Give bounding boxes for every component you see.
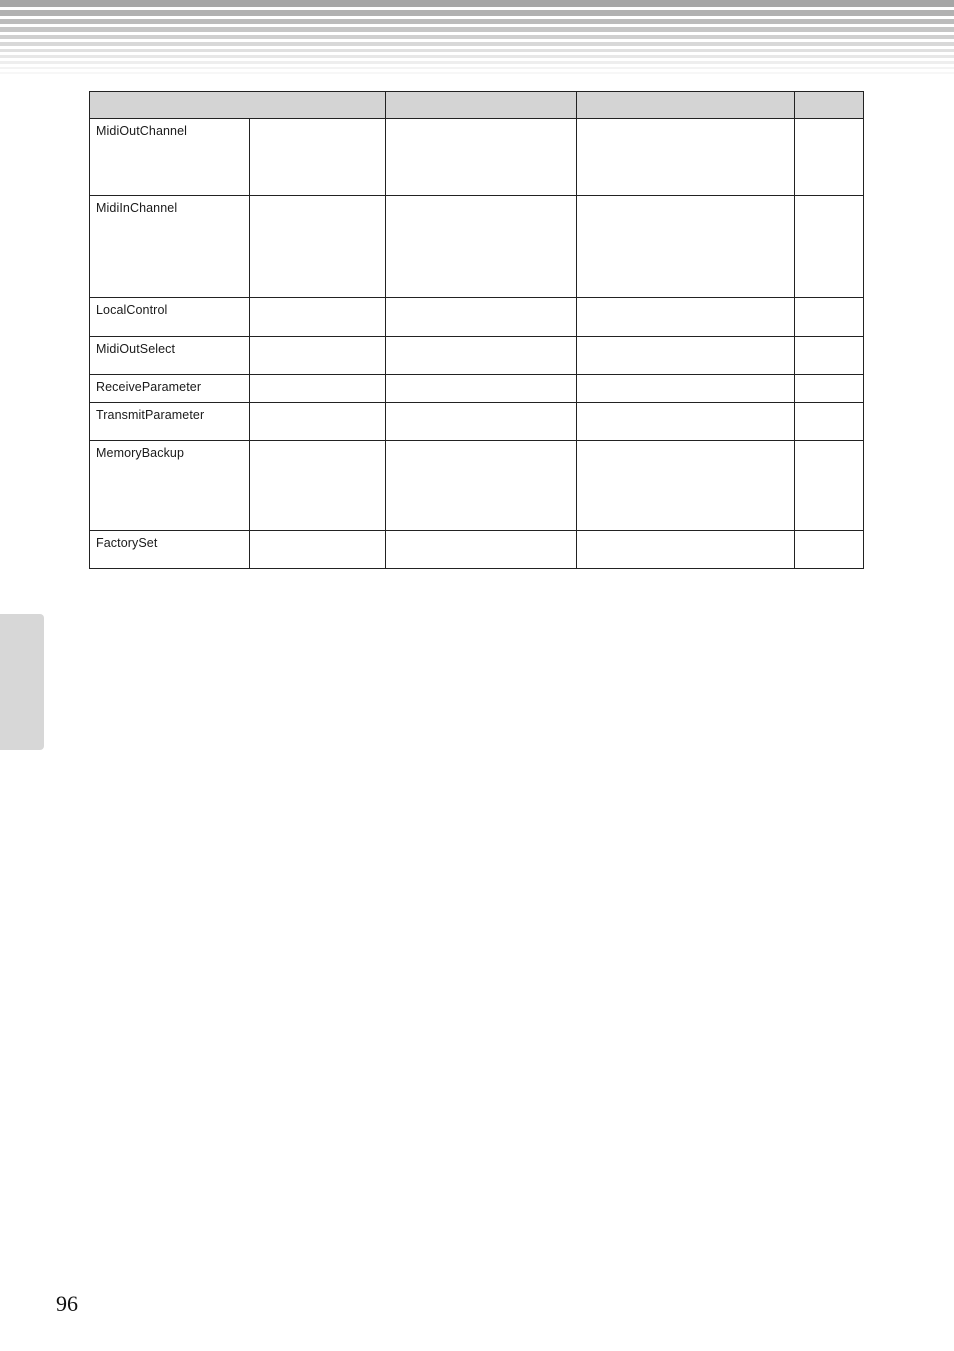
parameter-name: MidiInChannel — [96, 201, 178, 215]
table-row — [90, 196, 864, 298]
header-stripe — [0, 35, 954, 39]
parameter-name-cell — [90, 375, 250, 403]
table-cell — [795, 531, 864, 569]
parameter-name-cell — [90, 298, 250, 337]
table-cell — [386, 337, 577, 375]
table-header-row — [90, 92, 864, 119]
parameter-name: ReceiveParameter — [96, 380, 202, 394]
table-cell — [386, 119, 577, 196]
parameter-name-cell — [90, 403, 250, 441]
table-cell — [795, 403, 864, 441]
header-stripe — [0, 19, 954, 24]
table-row — [90, 298, 864, 337]
table-cell — [386, 298, 577, 337]
header-stripes — [0, 0, 954, 80]
parameter-name: TransmitParameter — [96, 408, 205, 422]
header-stripe — [0, 72, 954, 74]
table-cell — [250, 298, 386, 337]
table-cell — [577, 337, 795, 375]
table-cell — [577, 119, 795, 196]
parameter-name-cell — [90, 531, 250, 569]
parameter-name: MidiOutSelect — [96, 342, 176, 356]
header-stripe — [0, 27, 954, 32]
table-cell — [795, 337, 864, 375]
page-number: 96 — [56, 1291, 78, 1316]
table-cell — [250, 441, 386, 531]
header-stripe — [0, 49, 954, 52]
table-cell — [250, 375, 386, 403]
parameter-name-cell — [90, 337, 250, 375]
header-stripe — [0, 67, 954, 69]
table-cell — [250, 119, 386, 196]
table-row — [90, 375, 864, 403]
table-cell — [577, 375, 795, 403]
table-cell — [386, 196, 577, 298]
parameter-name-cell — [90, 196, 250, 298]
header-cell — [90, 92, 386, 119]
header-stripe — [0, 0, 954, 7]
table-cell — [795, 441, 864, 531]
table-cell — [250, 403, 386, 441]
parameter-name-cell — [90, 119, 250, 196]
table-cell — [577, 403, 795, 441]
table-row — [90, 441, 864, 531]
side-tab — [0, 614, 44, 750]
header-stripe — [0, 10, 954, 16]
table-cell — [250, 196, 386, 298]
header-stripe — [0, 42, 954, 46]
header-stripe — [0, 61, 954, 64]
header-cell — [577, 92, 795, 119]
table-cell — [386, 441, 577, 531]
header-cell — [386, 92, 577, 119]
table-cell — [577, 441, 795, 531]
header-stripe — [0, 55, 954, 58]
parameter-name: LocalControl — [96, 303, 168, 317]
table-row — [90, 531, 864, 569]
table-cell — [250, 531, 386, 569]
table-cell — [795, 375, 864, 403]
table-cell — [577, 298, 795, 337]
table-row — [90, 337, 864, 375]
parameter-table — [89, 91, 864, 569]
table-cell — [577, 531, 795, 569]
parameter-name: MemoryBackup — [96, 446, 185, 460]
table-row — [90, 119, 864, 196]
parameter-name: MidiOutChannel — [96, 124, 188, 138]
table-cell — [386, 531, 577, 569]
parameter-name: FactorySet — [96, 536, 158, 550]
table-row — [90, 403, 864, 441]
table-cell — [250, 337, 386, 375]
table-cell — [795, 298, 864, 337]
header-cell — [795, 92, 864, 119]
table-cell — [577, 196, 795, 298]
table-cell — [795, 119, 864, 196]
parameter-name-cell — [90, 441, 250, 531]
table-cell — [386, 375, 577, 403]
table-cell — [386, 403, 577, 441]
table-cell — [795, 196, 864, 298]
